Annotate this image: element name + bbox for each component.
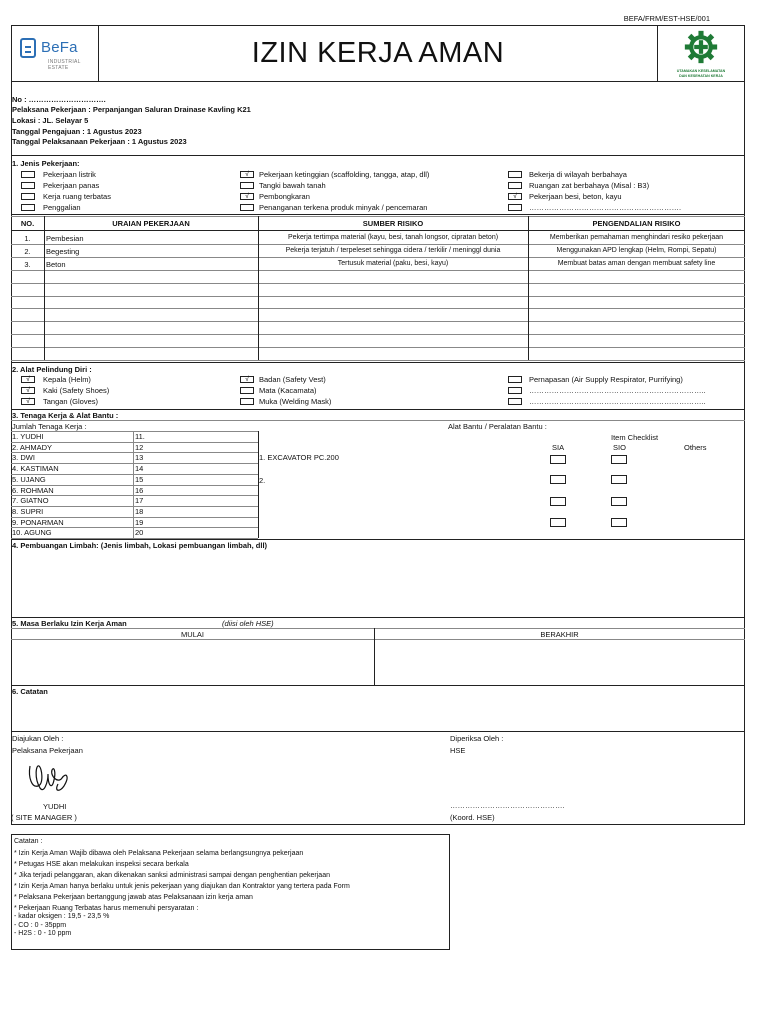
mulai-header: MULAI (181, 630, 204, 639)
risk-sumber: Pekerja terjatuh / terpeleset sehingga cidera / terkilir / meninggl dunia (285, 246, 501, 254)
worker-slot: 17 (135, 496, 144, 506)
logo-subtitle: INDUSTRIAL ESTATE (48, 59, 81, 71)
jenis-label-1-1: Pekerjaan listrik (43, 170, 96, 179)
apd-label-3-1: Pernapasan (Air Supply Respirator, Purrifying) (529, 375, 683, 384)
signer-name: YUDHI (43, 802, 67, 811)
apd-label-1-1: Kepala (Helm) (43, 375, 91, 384)
tanggal-pelaksanaan: Tanggal Pelaksanaan Pekerjaan : 1 Agustus 2023 (12, 137, 187, 146)
sia-checkbox-1[interactable] (550, 455, 566, 464)
jenis-label-2-3: Pembongkaran (259, 192, 310, 201)
jenis-label-1-2: Pekerjaan panas (43, 181, 100, 190)
lokasi: Lokasi : JL. Selayar 5 (12, 116, 89, 125)
worker-name: 3. DWI (12, 453, 35, 463)
apd-checkbox-1-1[interactable]: √ (21, 376, 35, 383)
pelaksana-label: Pelaksana Pekerjaan (12, 746, 83, 755)
masa-berlaku-note: (diisi oleh HSE) (222, 619, 274, 628)
worker-slot: 14 (135, 464, 144, 474)
jenis-checkbox-3-4[interactable] (508, 204, 522, 211)
jenis-checkbox-1-3[interactable] (21, 193, 35, 200)
apd-label-3-2: …………………………………………………………….. (529, 386, 706, 395)
jenis-checkbox-3-3[interactable]: √ (508, 193, 522, 200)
note-line: * Jika terjadi pelanggaran, akan dikenakan sanksi administrasi sampai dengan penghentian pekerjaan (14, 872, 330, 879)
jenis-label-3-3: Pekerjaan besi, beton, kayu (529, 192, 622, 201)
sia-checkbox-4[interactable] (550, 518, 566, 527)
limbah-heading: 4. Pembuangan Limbah: (Jenis limbah, Lokasi pembuangan limbah, dll) (12, 541, 268, 550)
alat-bantu-label: Alat Bantu / Peralatan Bantu : (448, 422, 547, 431)
signer-role: ( SITE MANAGER ) (11, 813, 77, 822)
item-checklist-label: Item Checklist (611, 433, 659, 442)
sia-label: SIA (552, 443, 565, 452)
note-line: * Izin Kerja Aman hanya berlaku untuk jenis pekerjaan yang diajukan dan Kontraktor yang tertera pada Form (14, 883, 350, 890)
jenis-checkbox-2-3[interactable]: √ (240, 193, 254, 200)
sia-checkbox-3[interactable] (550, 497, 566, 506)
hse-signature-line: ………………………………………. (450, 801, 565, 810)
jumlah-tenaga-label: Jumlah Tenaga Kerja : (12, 422, 87, 431)
apd-checkbox-2-3[interactable] (240, 398, 254, 405)
worker-name: 10. AGUNG (12, 528, 52, 538)
jenis-label-3-1: Bekerja di wilayah berbahaya (529, 170, 627, 179)
jenis-label-3-2: Ruangan zat berbahaya (Misal : B3) (529, 181, 650, 190)
risk-pengendalian: Memberikan pemahaman menghindari resiko pekerjaan (549, 234, 724, 241)
jenis-checkbox-1-2[interactable] (21, 182, 35, 189)
worker-name: 4. KASTIMAN (12, 464, 59, 474)
risk-no: 2. (24, 246, 31, 256)
jenis-checkbox-2-1[interactable]: √ (240, 171, 254, 178)
sio-checkbox-1[interactable] (611, 455, 627, 464)
form-number: No : …………………………. (12, 95, 106, 104)
risk-sumber: Pekerja tertimpa material (kayu, besi, tanah longsor, cipratan beton) (287, 234, 499, 241)
risk-pengendalian: Menggunakan APD lengkap (Helm, Rompi, Sepatu) (556, 246, 717, 254)
risk-pengendalian: Membuat batas aman dengan membuat safety line (557, 259, 716, 267)
apd-label-1-2: Kaki (Safety Shoes) (43, 386, 110, 395)
table-row (11, 244, 745, 245)
risk-uraian: Begesting (46, 246, 80, 256)
diperiksa-label: Diperiksa Oleh : (450, 734, 504, 743)
jenis-label-1-3: Kerja ruang terbatas (43, 192, 111, 201)
worker-name: 7. GIATNO (12, 496, 49, 506)
note-line: - H2S : 0 - 10 ppm (14, 930, 72, 937)
risk-uraian: Beton (46, 259, 66, 269)
note-line: * Petugas HSE akan melakukan inspeksi secara berkala (14, 861, 189, 868)
sio-checkbox-4[interactable] (611, 518, 627, 527)
jenis-checkbox-3-2[interactable] (508, 182, 522, 189)
jenis-checkbox-2-4[interactable] (240, 204, 254, 211)
risk-header-4: PENGENDALIAN RISIKO (592, 219, 681, 228)
worker-slot: 15 (135, 474, 144, 484)
apd-checkbox-1-2[interactable]: √ (21, 387, 35, 394)
document-code: BEFA/FRM/EST-HSE/001 (623, 14, 710, 23)
table-row (11, 321, 745, 322)
apd-checkbox-3-2[interactable] (508, 387, 522, 394)
risk-header-1: NO. (20, 219, 35, 228)
koord-hse-label: (Koord. HSE) (450, 813, 495, 822)
risk-no: 1. (24, 234, 31, 243)
table-row (11, 270, 745, 271)
worker-slot: 13 (135, 453, 144, 463)
table-row (11, 257, 745, 258)
note-line: * Izin Kerja Aman Wajib dibawa oleh Pelaksana Pekerjaan selama berlangsungnya pekerjaan (14, 850, 304, 857)
others-label: Others (684, 443, 707, 452)
note-line: - kadar oksigen : 19,5 - 23,5 % (14, 913, 110, 920)
sio-label: SIO (613, 443, 626, 452)
worker-slot: 16 (135, 485, 144, 495)
catatan-heading: 6. Catatan (12, 687, 48, 696)
jenis-checkbox-3-1[interactable] (508, 171, 522, 178)
worker-slot: 19 (135, 517, 144, 527)
jenis-pekerjaan-heading: 1. Jenis Pekerjaan: (12, 159, 80, 168)
note-line: * Pekerjaan Ruang Terbatas harus memenuhi persyaratan : (14, 905, 199, 912)
apd-checkbox-3-3[interactable] (508, 398, 522, 405)
apd-label-2-1: Badan (Safety Vest) (259, 375, 326, 384)
worker-slot: 11. (135, 432, 145, 441)
diajukan-label: Diajukan Oleh : (12, 734, 64, 743)
signature-image (24, 756, 76, 800)
worker-slot: 20 (135, 528, 144, 538)
jenis-label-2-1: Pekerjaan ketinggian (scaffolding, tangga, atap, dll) (259, 170, 430, 179)
jenis-checkbox-1-4[interactable] (21, 204, 35, 211)
risk-no: 3. (24, 259, 31, 269)
tool-2: 2. (259, 476, 266, 485)
page-title: IZIN KERJA AMAN (251, 37, 505, 69)
berakhir-input[interactable] (375, 640, 744, 685)
tool-1: 1. EXCAVATOR PC.200 (259, 453, 339, 462)
mulai-input[interactable] (11, 640, 374, 685)
worker-name: 2. AHMADY (12, 442, 53, 452)
risk-uraian: Pembesian (46, 234, 84, 243)
worker-name: 8. SUPRI (12, 506, 44, 516)
sio-checkbox-2[interactable] (611, 475, 627, 484)
jenis-checkbox-1-1[interactable] (21, 171, 35, 178)
worker-slot: 12 (135, 442, 144, 452)
note-line: * Pelaksana Pekerjaan bertanggung jawab atas Pelaksanaan izin kerja aman (14, 894, 253, 901)
table-row (11, 283, 745, 284)
worker-name: 1. YUDHI (12, 432, 44, 441)
tenaga-kerja-heading: 3. Tenaga Kerja & Alat Bantu : (12, 411, 119, 420)
table-row (11, 308, 745, 309)
apd-label-3-3: …………………………………………………………….. (529, 397, 706, 406)
worker-name: 5. UJANG (12, 474, 46, 484)
risk-header-2: URAIAN PEKERJAAN (112, 219, 190, 228)
note-line: - CO : 0 - 35ppm (14, 922, 67, 929)
table-row (11, 296, 745, 297)
apd-checkbox-2-1[interactable]: √ (240, 376, 254, 383)
apd-label-2-2: Mata (Kacamata) (259, 386, 317, 395)
worker-slot: 18 (135, 506, 144, 516)
logo-name: BeFa (41, 39, 78, 56)
notes-box (11, 834, 450, 950)
apd-checkbox-3-1[interactable] (508, 376, 522, 383)
sio-checkbox-3[interactable] (611, 497, 627, 506)
table-row (11, 347, 745, 348)
sia-checkbox-2[interactable] (550, 475, 566, 484)
k3-slogan: UTAMAKAN KESELAMATAN DAN KESEHATAN KERJA (676, 69, 726, 78)
worker-name: 9. PONARMAN (12, 517, 64, 527)
berakhir-header: BERAKHIR (540, 630, 579, 639)
notes-heading: Catatan : (14, 838, 43, 845)
hse-label: HSE (450, 746, 466, 755)
apd-checkbox-2-2[interactable] (240, 387, 254, 394)
apd-checkbox-1-3[interactable]: √ (21, 398, 35, 405)
worker-name: 6. ROHMAN (12, 485, 54, 495)
jenis-label-3-4: ……………………………………………………. (529, 203, 682, 212)
jenis-label-2-2: Tangki bawah tanah (259, 181, 326, 190)
apd-label-2-3: Muka (Welding Mask) (259, 397, 332, 406)
apd-label-1-3: Tangan (Gloves) (43, 397, 99, 406)
pelaksana-pekerjaan: Pelaksana Pekerjaan : Perpanjangan Saluran Drainase Kavling K21 (12, 105, 251, 114)
masa-berlaku-heading: 5. Masa Berlaku Izin Kerja Aman (12, 619, 127, 628)
table-row (11, 360, 745, 361)
apd-heading: 2. Alat Pelindung Diri : (12, 365, 92, 374)
tanggal-pengajuan: Tanggal Pengajuan : 1 Agustus 2023 (12, 127, 142, 136)
jenis-checkbox-2-2[interactable] (240, 182, 254, 189)
jenis-label-2-4: Penanganan terkena produk minyak / pencemaran (259, 203, 428, 212)
table-row (11, 334, 745, 335)
jenis-label-1-4: Penggalian (43, 203, 81, 212)
risk-header-3: SUMBER RISIKO (362, 219, 424, 228)
risk-sumber: Tertusuk material (paku, besi, kayu) (337, 259, 449, 267)
